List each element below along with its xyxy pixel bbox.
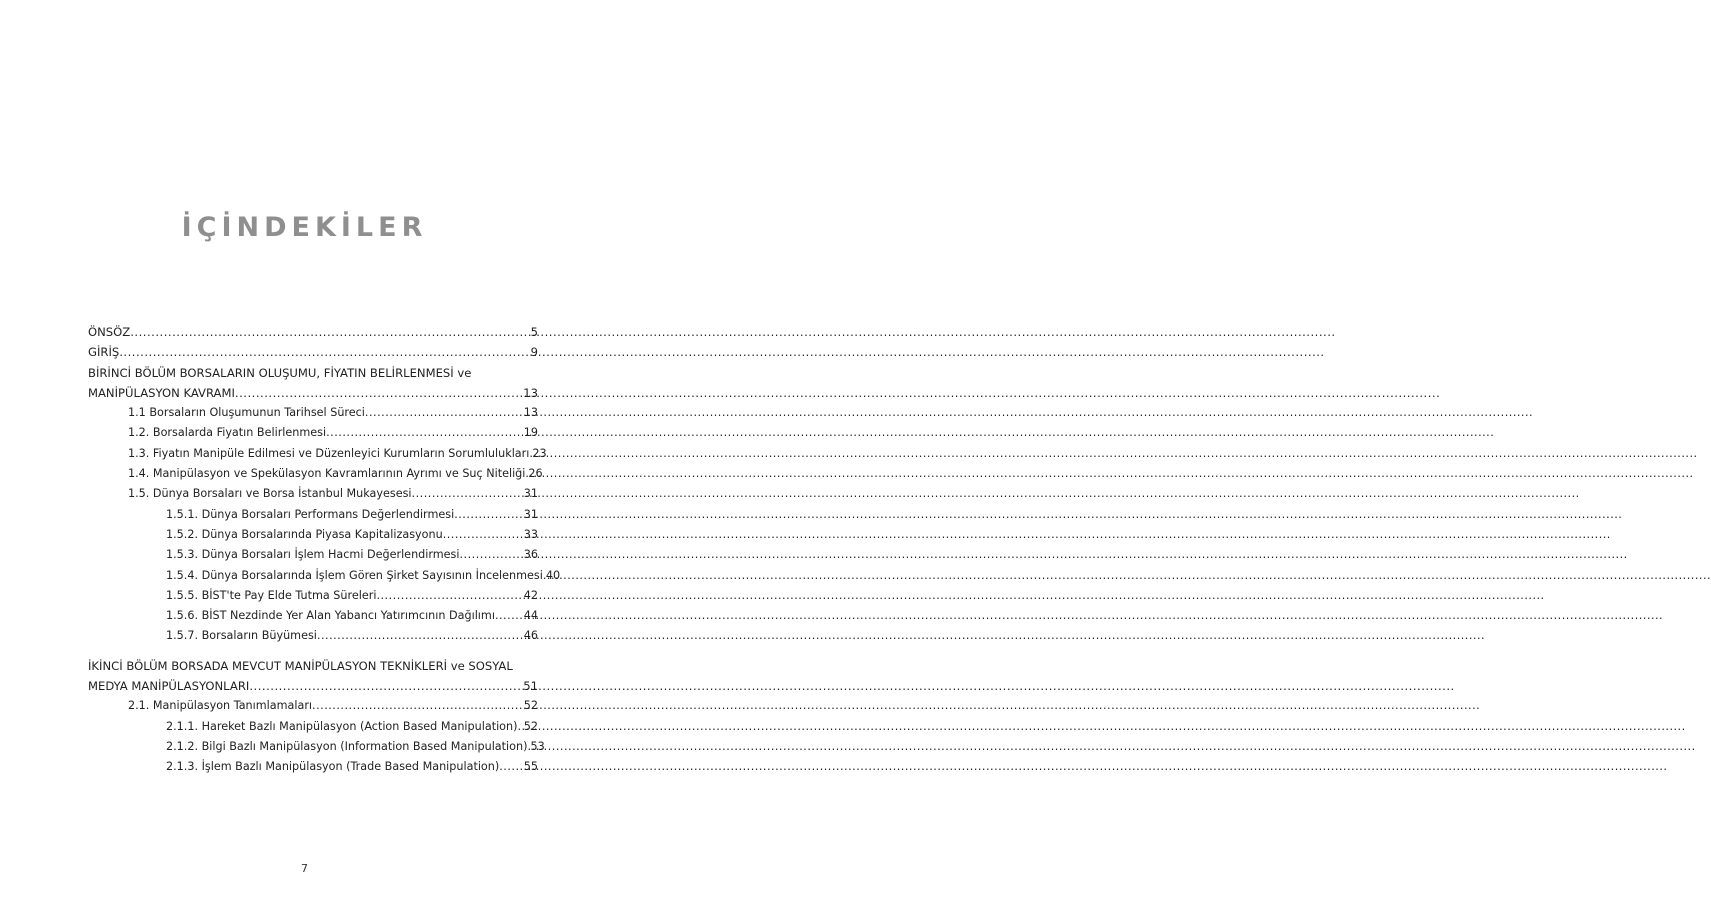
toc-entry-1-5[interactable]	[88, 484, 538, 504]
toc-entry-page: 42	[523, 588, 538, 602]
toc-entry-label: 1.1 Borsaların Oluşumunun Tarihsel Süreci	[128, 406, 365, 420]
toc-entry-label: 2.1. Manipülasyon Tanımlamaları	[128, 699, 313, 713]
toc-entry-label: GİRİŞ	[88, 345, 120, 360]
toc-entry-page: 40	[545, 568, 561, 582]
toc-entry-page: 55	[523, 760, 538, 774]
toc-entry-1-2[interactable]	[88, 423, 538, 443]
toc-entry-page: 5	[530, 325, 538, 339]
toc-entry-1-5-6[interactable]	[88, 606, 538, 626]
toc-entry-label: MANİPÜLASYON KAVRAMI	[88, 385, 235, 400]
toc-entry-label: 1.5.7. Borsaların Büyümesi	[166, 629, 317, 643]
toc-entry-chapter-2[interactable]	[88, 676, 538, 696]
toc-entry-page: 52	[523, 699, 538, 713]
section-gap	[88, 647, 538, 656]
toc-entry-page: 52	[523, 719, 538, 733]
toc-entry-1-5-3[interactable]	[88, 545, 538, 565]
toc-entry-1-1[interactable]	[88, 403, 538, 423]
page-title: İÇİNDEKİLER	[181, 212, 428, 243]
toc-entry-label: 1.3. Fiyatın Manipüle Edilmesi ve Düzenleyici Kurumların Sorumlulukları	[128, 446, 530, 460]
toc-entry-1-5-7[interactable]	[88, 626, 538, 646]
toc-entry-label: 1.5. Dünya Borsaları ve Borsa İstanbul Mukayesesi	[128, 487, 412, 501]
toc-entry-page: 53	[530, 739, 545, 753]
leader-dots	[119, 342, 527, 362]
toc-entry-label: 1.5.3. Dünya Borsaları İşlem Hacmi Değerlendirmesi	[166, 548, 460, 562]
leader-dots	[235, 383, 520, 403]
toc-entry-1-5-1[interactable]	[88, 505, 538, 525]
toc-entry-label: 1.5.4. Dünya Borsalarında İşlem Gören Şirket Sayısının İncelenmesi	[166, 568, 543, 582]
toc-entry-label: 1.5.6. BİST Nezdinde Yer Alan Yabancı Yatırımcının Dağılımı	[166, 609, 495, 623]
toc-entry-2-1-1[interactable]	[88, 717, 538, 737]
toc-entry-label: 2.1.3. İşlem Bazlı Manipülasyon (Trade Based Manipulation)	[166, 760, 500, 774]
toc-entry-label: MEDYA MANİPÜLASYONLARI	[88, 679, 250, 694]
leader-dots	[376, 586, 520, 606]
toc-entry-page: 51	[523, 679, 538, 694]
leader-dots	[454, 505, 521, 525]
leader-dots	[460, 545, 521, 565]
toc-entry-label: 1.4. Manipülasyon ve Spekülasyon Kavramlarının Ayrımı ve Suç Niteliği	[128, 467, 526, 481]
toc-entry-page: 13	[523, 385, 538, 400]
toc-entry-page: 36	[523, 548, 538, 562]
chapter-1-heading: BİRİNCİ BÖLÜM BORSALARIN OLUŞUMU, FİYATIN BELİRLENMESİ ve	[88, 365, 472, 380]
toc-entry-chapter-1[interactable]	[88, 383, 538, 403]
toc-entry-page: 23	[532, 446, 547, 460]
table-of-contents	[88, 322, 561, 778]
leader-dots	[443, 525, 521, 545]
toc-entry-page: 44	[523, 609, 538, 623]
toc-entry-label: 2.1.2. Bilgi Bazlı Manipülasyon (Information Based Manipulation)	[166, 739, 528, 753]
toc-entry-1-5-4[interactable]	[88, 566, 561, 586]
toc-entry-page: 9	[530, 345, 538, 360]
toc-entry-page: 33	[523, 527, 538, 541]
leader-dots	[130, 322, 527, 342]
leader-dots	[365, 403, 521, 423]
toc-entry-label: 2.1.1. Hareket Bazlı Manipülasyon (Action Based Manipulation)	[166, 719, 518, 733]
toc-entry-label: 1.2. Borsalarda Fiyatın Belirlenmesi	[128, 426, 327, 440]
leader-dots	[249, 676, 520, 696]
leader-dots	[312, 696, 521, 716]
toc-entry-1-5-2[interactable]	[88, 525, 538, 545]
toc-entry-label: ÖNSÖZ	[88, 325, 131, 339]
leader-dots	[499, 757, 521, 777]
leader-dots	[495, 606, 521, 626]
toc-entry-page: 19	[523, 426, 538, 440]
toc-entry-page: 31	[523, 487, 538, 501]
toc-entry-label: 1.5.5. BİST'te Pay Elde Tutma Süreleri	[166, 588, 377, 602]
toc-entry-2-1-3[interactable]	[88, 757, 538, 777]
leader-dots	[326, 423, 521, 443]
toc-entry-giris[interactable]	[88, 342, 538, 362]
page-number: 7	[301, 862, 308, 875]
toc-entry-onsoz[interactable]	[88, 322, 538, 342]
toc-entry-1-4[interactable]	[88, 464, 543, 484]
leader-dots	[317, 626, 521, 646]
toc-entry-1-5-5[interactable]	[88, 586, 538, 606]
toc-entry-page: 26	[528, 467, 543, 481]
toc-entry-page: 46	[523, 629, 538, 643]
toc-entry-2-1-2[interactable]	[88, 737, 545, 757]
toc-entry-label: 1.5.2. Dünya Borsalarında Piyasa Kapitalizasyonu	[166, 527, 443, 541]
toc-entry-2-1[interactable]	[88, 696, 538, 716]
chapter-2-heading: İKİNCİ BÖLÜM BORSADA MEVCUT MANİPÜLASYON TEKNİKLERİ ve SOSYAL	[88, 658, 513, 673]
toc-entry-1-3[interactable]	[88, 444, 547, 464]
toc-entry-page: 31	[523, 507, 538, 521]
toc-entry-label: 1.5.1. Dünya Borsaları Performans Değerlendirmesi	[166, 507, 455, 521]
leader-dots	[412, 484, 521, 504]
toc-entry-page: 13	[523, 406, 538, 420]
